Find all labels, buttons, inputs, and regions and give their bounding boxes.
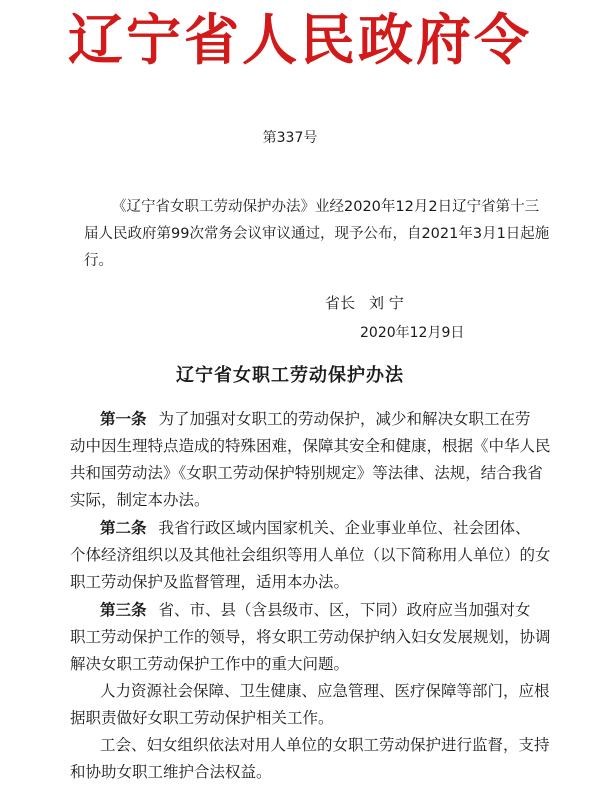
article-line: 据职责做好女职工劳动保护相关工作。 — [70, 709, 334, 727]
article-2 — [70, 514, 550, 596]
article-3 — [70, 596, 550, 678]
article-text: 为了加强对女职工的劳动保护，减少和解决女职工在劳 — [158, 410, 531, 428]
announcement-line: 届人民政府第99次常务会议审议通过，现予公布，自2021年3月1日起施 — [84, 226, 550, 242]
article-line: 动中因生理特点造成的特殊困难，保障其安全和健康，根据《中华人民 — [70, 437, 551, 455]
article-line: 实际，制定本办法。 — [70, 491, 210, 509]
article-line: 职工劳动保护工作的领导，将女职工劳动保护纳入妇女发展规划，协调 — [70, 628, 551, 646]
article-label: 第二条 — [100, 518, 147, 537]
announcement-line: 《辽宁省女职工劳动保护办法》业经2020年12月2日辽宁省第十三 — [112, 199, 540, 215]
article-3-paragraph-2 — [70, 678, 550, 732]
announcement-line: 行。 — [84, 253, 113, 269]
article-text: 我省行政区域内国家机关、企业事业单位、社会团体、 — [158, 519, 531, 537]
article-1 — [70, 405, 550, 514]
article-line: 解决女职工劳动保护工作中的重大问题。 — [70, 655, 350, 673]
article-line: 和协助女职工维护合法权益。 — [70, 763, 272, 781]
article-line — [70, 405, 550, 433]
article-text: 省、市、县（含县级市、区，下同）政府应当加强对女 — [158, 601, 531, 619]
article-line: 工会、妇女组织依法对用人单位的女职工劳动保护进行监督，支持 — [100, 736, 550, 754]
article-line: 共和国劳动法》《女职工劳动保护特别规定》等法律、法规，结合我省 — [70, 464, 543, 482]
signature-date: 2020年12月9日 — [360, 325, 465, 341]
announcement-paragraph — [84, 194, 550, 275]
article-line: 个体经济组织以及其他社会组织等用人单位（以下简称用人单位）的女 — [70, 546, 551, 564]
signatory-name: 刘 宁 — [369, 294, 404, 312]
signatory — [325, 292, 404, 314]
article-label: 第三条 — [100, 600, 147, 619]
signatory-title: 省长 — [325, 294, 356, 312]
regulation-body — [70, 405, 550, 786]
decree-masthead: 辽宁省人民政府令 — [67, 8, 532, 72]
article-line — [70, 596, 550, 624]
article-3-paragraph-3 — [70, 732, 550, 786]
article-label: 第一条 — [100, 409, 147, 428]
article-line — [70, 514, 550, 542]
regulation-title: 辽宁省女职工劳动保护办法 — [176, 365, 404, 386]
article-line: 人力资源社会保障、卫生健康、应急管理、医疗保障等部门，应根 — [100, 682, 550, 700]
article-line: 职工劳动保护及监督管理，适用本办法。 — [70, 573, 350, 591]
decree-number: 第337号 — [262, 130, 318, 146]
